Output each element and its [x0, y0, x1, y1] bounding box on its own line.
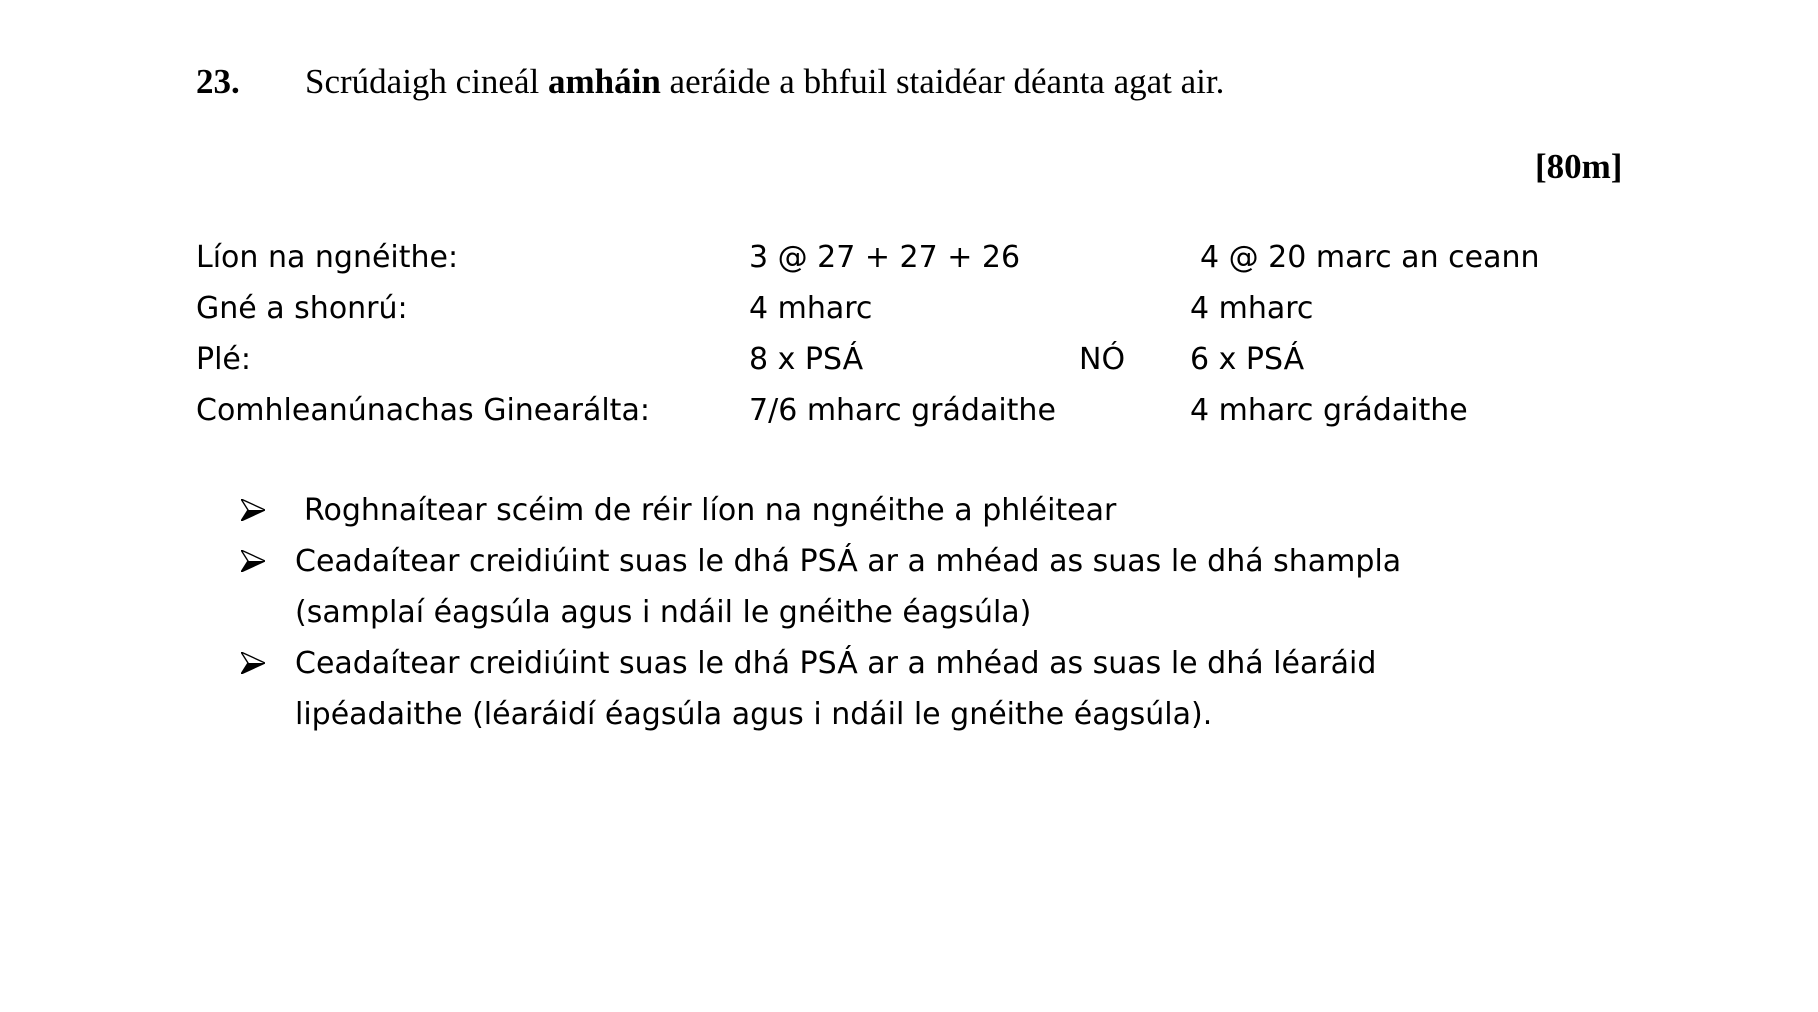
- note-text: lipéadaithe (léaráidí éagsúla agus i ndáil le gnéithe éagsúla).: [295, 697, 1213, 732]
- arrowhead-bullet-icon: [241, 485, 265, 536]
- note-text: Ceadaítear creidiúint suas le dhá PSÁ ar a mhéad as suas le dhá shampla: [295, 544, 1402, 579]
- note-item-continuation: [0, 689, 1600, 740]
- note-item: [0, 536, 1600, 587]
- arrowhead-bullet-icon: [241, 638, 265, 689]
- option-b-value: 4 @ 20 marc an ceann: [1200, 240, 1540, 275]
- note-text: (samplaí éagsúla agus i ndáil le gnéithe éagsúla): [295, 595, 1032, 630]
- row-label: Plé:: [196, 342, 251, 377]
- note-item: [0, 638, 1600, 689]
- row-label: Comhleanúnachas Ginearálta:: [196, 393, 650, 428]
- note-item: [0, 485, 1600, 536]
- question-text: [305, 62, 1224, 102]
- option-a-value: 7/6 mharc grádaithe: [749, 393, 1056, 428]
- question-text-emphasis: amháin: [547, 62, 661, 101]
- question-number: 23.: [196, 62, 240, 101]
- note-item-continuation: [0, 587, 1600, 638]
- option-a-value: 8 x PSÁ: [749, 342, 864, 377]
- or-separator: NÓ: [1079, 342, 1126, 377]
- total-marks: [80m]: [1535, 147, 1623, 186]
- scheme-row-coherence: [0, 385, 1818, 436]
- question-text-end: aeráide a bhfuil staidéar déanta agat air.: [660, 62, 1225, 101]
- option-b-value: 6 x PSÁ: [1190, 342, 1305, 377]
- question-text-start: Scrúdaigh cineál: [305, 62, 548, 101]
- option-b-value: 4 mharc grádaithe: [1190, 393, 1468, 428]
- row-label: Gné a shonrú:: [196, 291, 408, 326]
- option-b-value: 4 mharc: [1190, 291, 1314, 326]
- arrowhead-bullet-icon: [241, 536, 265, 587]
- note-text: Roghnaítear scéim de réir líon na ngnéithe a phléitear: [304, 493, 1117, 528]
- scheme-row-identify-aspect: [0, 283, 1818, 334]
- scheme-row-discussion: [0, 334, 1818, 385]
- option-a-value: 3 @ 27 + 27 + 26: [749, 240, 1021, 275]
- row-label: Líon na ngnéithe:: [196, 240, 459, 275]
- note-text: Ceadaítear creidiúint suas le dhá PSÁ ar a mhéad as suas le dhá léaráid: [295, 646, 1377, 681]
- option-a-value: 4 mharc: [749, 291, 873, 326]
- scheme-row-aspects: [0, 232, 1818, 283]
